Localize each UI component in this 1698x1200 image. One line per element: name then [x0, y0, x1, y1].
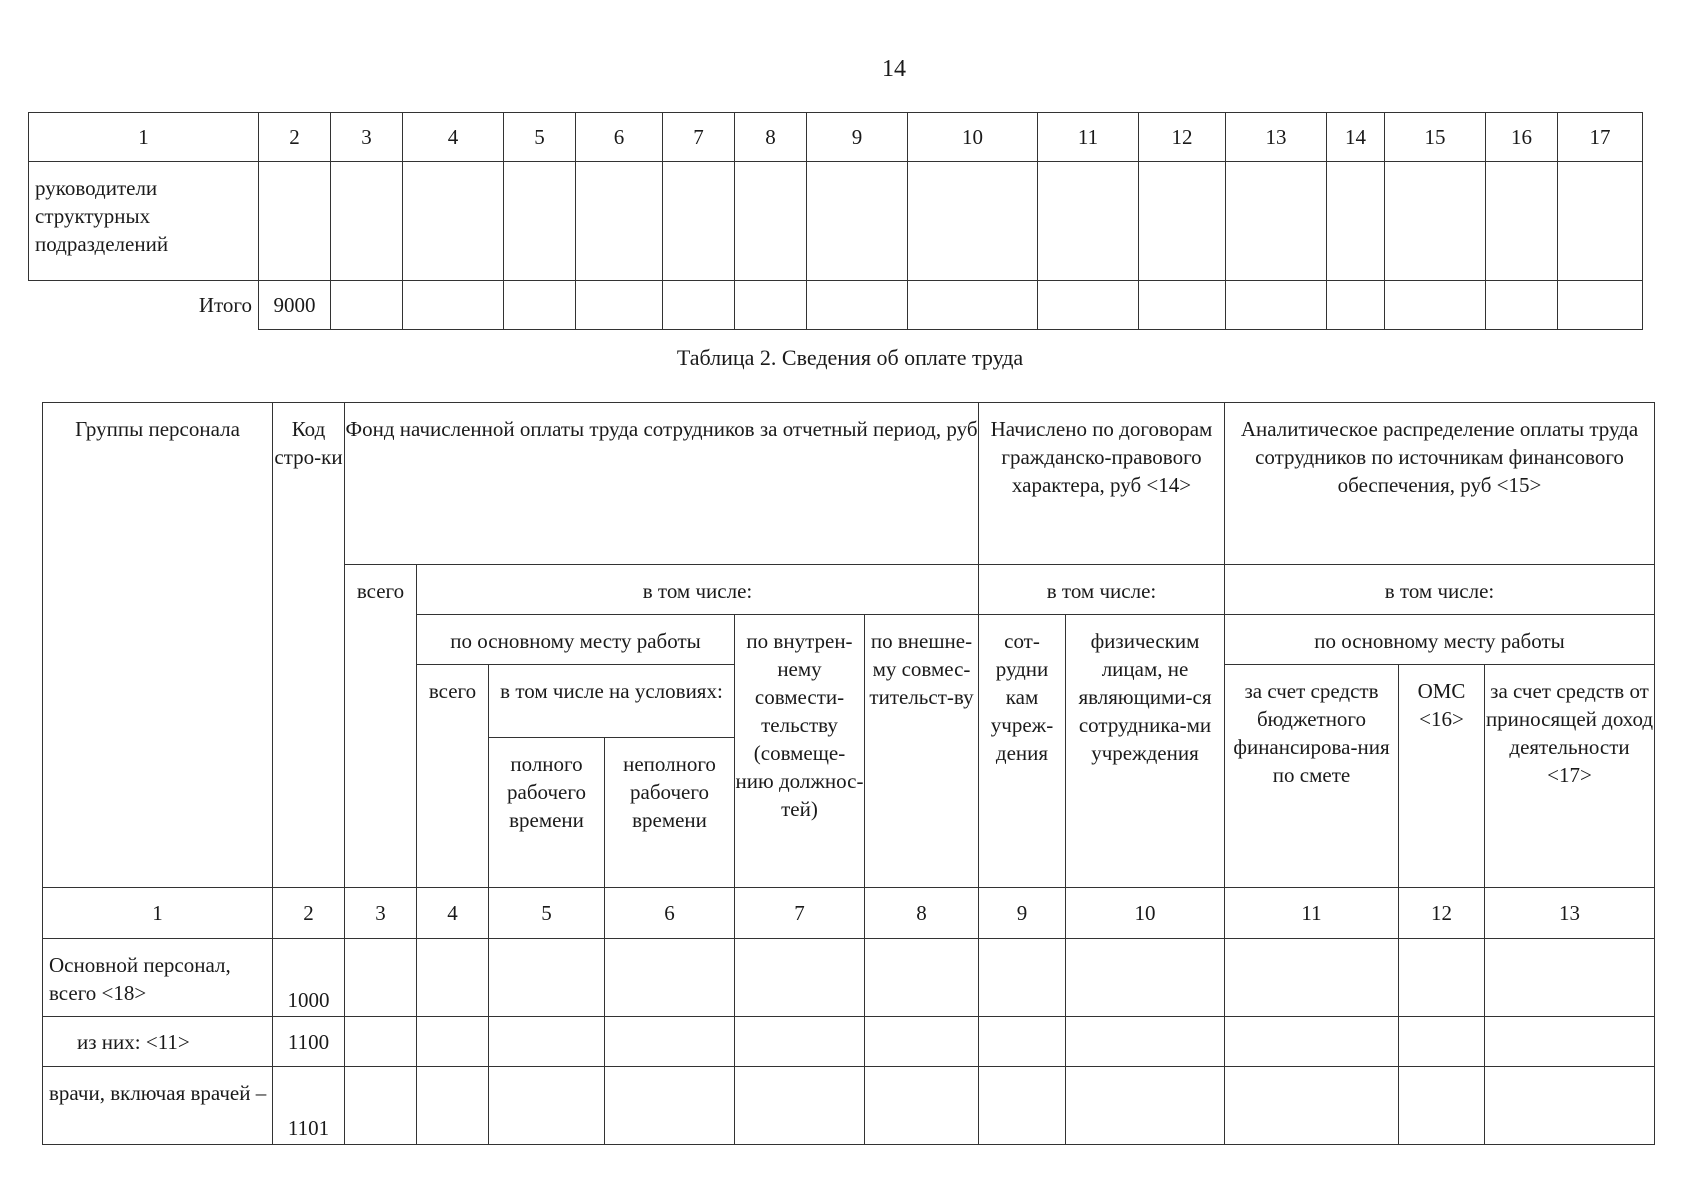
header-analytic: Аналитическое распределение оплаты труда сотрудников по источникам финансового обеспечения, руб <15> — [1225, 403, 1655, 565]
cell — [331, 281, 403, 330]
header-oms: ОМС <16> — [1399, 665, 1485, 888]
cell — [259, 162, 331, 281]
col-num: 1 — [43, 888, 273, 939]
header-income: за счет средств от приносящей доход деятельности <17> — [1485, 665, 1655, 888]
col-num: 13 — [1226, 113, 1327, 162]
cell — [345, 1067, 417, 1145]
cell — [1226, 281, 1327, 330]
table-row — [43, 939, 1655, 1017]
cell — [1225, 939, 1399, 1017]
header-gph: Начислено по договорам гражданско-правового характера, руб <14> — [979, 403, 1225, 565]
cell — [1038, 162, 1139, 281]
cell — [663, 162, 735, 281]
cell — [865, 1017, 979, 1067]
column-number-row — [43, 888, 1655, 939]
cell — [504, 281, 576, 330]
table-labor-payment — [42, 402, 1655, 1145]
cell — [489, 1017, 605, 1067]
total-code: 9000 — [259, 281, 331, 330]
header-including: в том числе: — [1225, 565, 1655, 615]
cell — [735, 1017, 865, 1067]
header-total-sub: всего — [417, 665, 489, 888]
col-num: 7 — [663, 113, 735, 162]
col-num: 3 — [331, 113, 403, 162]
col-num: 17 — [1558, 113, 1643, 162]
col-num: 12 — [1399, 888, 1485, 939]
cell — [1485, 939, 1655, 1017]
cell — [504, 162, 576, 281]
col-num: 11 — [1225, 888, 1399, 939]
row-label: Основной персонал, всего <18> — [43, 939, 273, 1017]
cell — [1385, 162, 1486, 281]
header-staff: сот-рудни кам учреж-дения — [979, 615, 1066, 888]
cell — [807, 281, 908, 330]
cell — [1327, 162, 1385, 281]
cell — [1486, 162, 1558, 281]
col-num: 2 — [273, 888, 345, 939]
cell — [807, 162, 908, 281]
cell — [1038, 281, 1139, 330]
row-label: руководители структурных подразделений — [29, 162, 259, 281]
header-main-place: по основному месту работы — [417, 615, 735, 665]
col-num: 6 — [576, 113, 663, 162]
col-num: 6 — [605, 888, 735, 939]
cell — [345, 1017, 417, 1067]
header-including: в том числе: — [979, 565, 1225, 615]
row-code: 1101 — [273, 1067, 345, 1145]
cell — [979, 939, 1066, 1017]
cell — [403, 281, 504, 330]
table-row — [43, 1017, 1655, 1067]
header-phys: физическим лицам, не являющими-ся сотрудника-ми учреждения — [1066, 615, 1225, 888]
cell — [576, 162, 663, 281]
col-num: 10 — [908, 113, 1038, 162]
cell — [908, 281, 1038, 330]
cell — [1558, 281, 1643, 330]
header-full-time: полного рабочего времени — [489, 738, 605, 888]
cell — [489, 939, 605, 1017]
table-continuation — [28, 112, 1643, 330]
header-groups: Группы персонала — [43, 403, 273, 888]
header-main-place: по основному месту работы — [1225, 615, 1655, 665]
cell — [345, 939, 417, 1017]
row-label: из них: <11> — [43, 1017, 273, 1067]
col-num: 2 — [259, 113, 331, 162]
cell — [576, 281, 663, 330]
col-num: 5 — [504, 113, 576, 162]
col-num: 13 — [1485, 888, 1655, 939]
table-row — [29, 162, 1643, 281]
cell — [1385, 281, 1486, 330]
total-label: Итого — [29, 281, 259, 330]
cell — [417, 1067, 489, 1145]
cell — [417, 939, 489, 1017]
cell — [908, 162, 1038, 281]
total-row — [29, 281, 1643, 330]
col-num: 8 — [865, 888, 979, 939]
header-budget: за счет средств бюджетного финансирова-ния по смете — [1225, 665, 1399, 888]
cell — [1139, 162, 1226, 281]
cell — [1066, 939, 1225, 1017]
header-external: по внешне-му совмес-тительст-ву — [865, 615, 979, 888]
cell — [489, 1067, 605, 1145]
cell — [331, 162, 403, 281]
col-num: 16 — [1486, 113, 1558, 162]
cell — [605, 939, 735, 1017]
col-num: 9 — [807, 113, 908, 162]
col-num: 11 — [1038, 113, 1139, 162]
col-num: 14 — [1327, 113, 1385, 162]
col-num: 5 — [489, 888, 605, 939]
page-number: 14 — [882, 56, 906, 82]
column-number-row — [29, 113, 1643, 162]
header-part-time: неполного рабочего времени — [605, 738, 735, 888]
header-total: всего — [345, 565, 417, 888]
cell — [1327, 281, 1385, 330]
col-num: 15 — [1385, 113, 1486, 162]
cell — [417, 1017, 489, 1067]
cell — [735, 281, 807, 330]
table-caption: Таблица 2. Сведения об оплате труда — [676, 345, 1024, 370]
col-num: 9 — [979, 888, 1066, 939]
cell — [865, 1067, 979, 1145]
cell — [865, 939, 979, 1017]
col-num: 1 — [29, 113, 259, 162]
cell — [1399, 939, 1485, 1017]
cell — [979, 1067, 1066, 1145]
header-internal: по внутрен-нему совмести-тельству (совмеще-нию должнос-тей) — [735, 615, 865, 888]
cell — [735, 939, 865, 1017]
cell — [1066, 1067, 1225, 1145]
cell — [605, 1067, 735, 1145]
header-including-cond: в том числе на условиях: — [489, 665, 735, 738]
col-num: 3 — [345, 888, 417, 939]
cell — [735, 1067, 865, 1145]
cell — [735, 162, 807, 281]
header-fund: Фонд начисленной оплаты труда сотрудников за отчетный период, руб — [345, 403, 979, 565]
cell — [403, 162, 504, 281]
cell — [979, 1017, 1066, 1067]
cell — [1225, 1067, 1399, 1145]
cell — [1486, 281, 1558, 330]
col-num: 4 — [403, 113, 504, 162]
row-code: 1000 — [273, 939, 345, 1017]
header-including: в том числе: — [417, 565, 979, 615]
row-code: 1100 — [273, 1017, 345, 1067]
header-row-1 — [43, 403, 1655, 565]
cell — [1066, 1017, 1225, 1067]
cell — [1558, 162, 1643, 281]
cell — [605, 1017, 735, 1067]
cell — [1485, 1067, 1655, 1145]
col-num: 12 — [1139, 113, 1226, 162]
cell — [1226, 162, 1327, 281]
cell — [1485, 1017, 1655, 1067]
col-num: 10 — [1066, 888, 1225, 939]
cell — [1399, 1017, 1485, 1067]
col-num: 4 — [417, 888, 489, 939]
col-num: 7 — [735, 888, 865, 939]
cell — [1399, 1067, 1485, 1145]
header-code: Код стро-ки — [273, 403, 345, 888]
cell — [1225, 1017, 1399, 1067]
row-label: врачи, включая врачей – — [43, 1067, 273, 1145]
table-row — [43, 1067, 1655, 1145]
cell — [663, 281, 735, 330]
col-num: 8 — [735, 113, 807, 162]
cell — [1139, 281, 1226, 330]
